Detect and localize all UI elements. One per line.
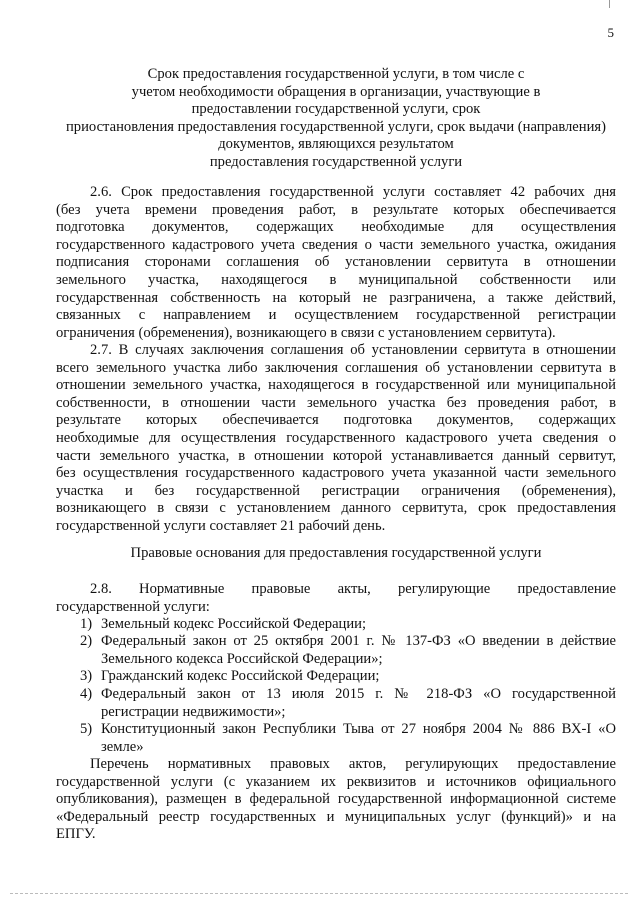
paragraph-line: (без учета времени проведения работ, в результате которых обеспечивается [56,201,616,218]
heading-line: предоставлении государственной услуги, срок [191,101,481,118]
heading-line: документов, являющихся результатом [218,136,454,153]
paragraph-line: без осуществления государственного кадастрового учета указанной части земельного [56,465,616,482]
list-item-text: Федеральный закон от 13 июля 2015 г. № 218-ФЗ «О государственной [101,686,616,702]
list-item-number: 5) [80,721,93,737]
scan-edge-divider [10,893,628,894]
paragraph-line: подписания сторонами соглашения об установлении сервитута в отношении [56,254,616,271]
paragraph-line: Перечень нормативных правовых актов, регулирующих предоставление [90,756,616,772]
list-item-text: Земельного кодекса Российской Федерации»; [101,650,383,667]
list-item-text: Конституционный закон Республики Тыва от 27 ноября 2004 № 886 ВХ-I «О [101,721,616,737]
heading-line: приостановления предоставления государственной услуги, срок выдачи (направления) [66,118,606,135]
paragraph-2-7 [56,342,616,536]
paragraph-line: государственная собственность на который не разграничена, а также действий, [56,289,616,306]
list-item-text: регистрации недвижимости»; [101,703,286,720]
paragraph-line: «Федеральный реестр государственных и муниципальных услуг (функций)» и на [56,808,616,825]
list-item-number: 1) [80,616,93,632]
list-item-number: 3) [80,668,93,684]
list-item [56,633,616,668]
paragraph-line: связанных с направлением и осуществлением государственной регистрации [56,307,616,324]
list-item-text: Земельный кодекс Российской Федерации; [101,616,367,632]
section-heading-terms [56,66,616,172]
paragraph-line: опубликования), размещен в федеральной государственной информационной системе [56,791,616,808]
edge-mark [609,0,610,8]
paragraph-line: результате которых обеспечивается подготовка документов, содержащих [56,412,616,429]
list-item [56,616,616,634]
paragraph-line: государственной услуги: [56,598,210,615]
paragraph-legal-acts-list [56,756,616,844]
paragraph-line: участка и без государственной регистрации ограничения (обременения), [56,482,616,499]
paragraph-line: всего земельного участка либо заключения соглашения об установлении сервитута в [56,359,616,376]
paragraph-line: части земельного участка, в отношении которой устанавливается данный сервитут, [56,447,616,464]
heading-line: учетом необходимости обращения в организации, участвующие в [131,83,541,100]
paragraph-line: 2.7. В случаях заключения соглашения об установлении сервитута в отношении [90,342,616,358]
heading-line: Срок предоставления государственной услуги, в том числе с [147,66,525,82]
paragraph-line: отношении земельного участка, находящегося в государственной или муниципальной [56,377,616,394]
paragraph-line: ограничения (обременения), возникающего в связи с установлением сервитута). [56,324,556,341]
paragraph-line: 2.8. Нормативные правовые акты, регулирующие предоставление [90,581,616,597]
list-item [56,686,616,721]
paragraph-line: государственной услуги составляет 21 рабочий день. [56,517,386,534]
list-item-number: 2) [80,633,93,649]
paragraph-line: необходимые для осуществления государственного кадастрового учета сведения о [56,429,616,446]
paragraph-line: земельного участка, находящегося в муниципальной собственности или [56,271,616,288]
section-heading-legal-basis [56,545,616,563]
list-item [56,721,616,756]
list-item-text: Гражданский кодекс Российской Федерации; [101,668,380,684]
paragraph-line: возникающего в связи с установлением данного сервитута, срок предоставления [56,500,616,517]
paragraph-line: государственной услуги (с указанием их реквизитов и источников официального [56,773,616,790]
heading-line: Правовые основания для предоставления государственной услуги [130,545,542,561]
list-item-text: Федеральный закон от 25 октября 2001 г. № 137-ФЗ «О введении в действие [101,633,616,649]
list-item [56,668,616,686]
heading-line: предоставления государственной услуги [209,153,463,170]
paragraph-2-6 [56,184,616,342]
paragraph-line: собственности, в отношении части земельного участка без проведения работ, в [56,394,616,411]
paragraph-line: подготовка документов, содержащих необходимые для осуществления [56,219,616,236]
paragraph-line: государственного кадастрового учета сведения о части земельного участка, ожидания [56,236,616,253]
paragraph-line: 2.6. Срок предоставления государственной услуги составляет 42 рабочих дня [90,184,616,200]
paragraph-line: ЕПГУ. [56,826,96,843]
list-item-text: земле» [101,738,144,755]
page-number: 5 [607,25,614,40]
paragraph-2-8 [56,581,616,616]
list-item-number: 4) [80,686,93,702]
